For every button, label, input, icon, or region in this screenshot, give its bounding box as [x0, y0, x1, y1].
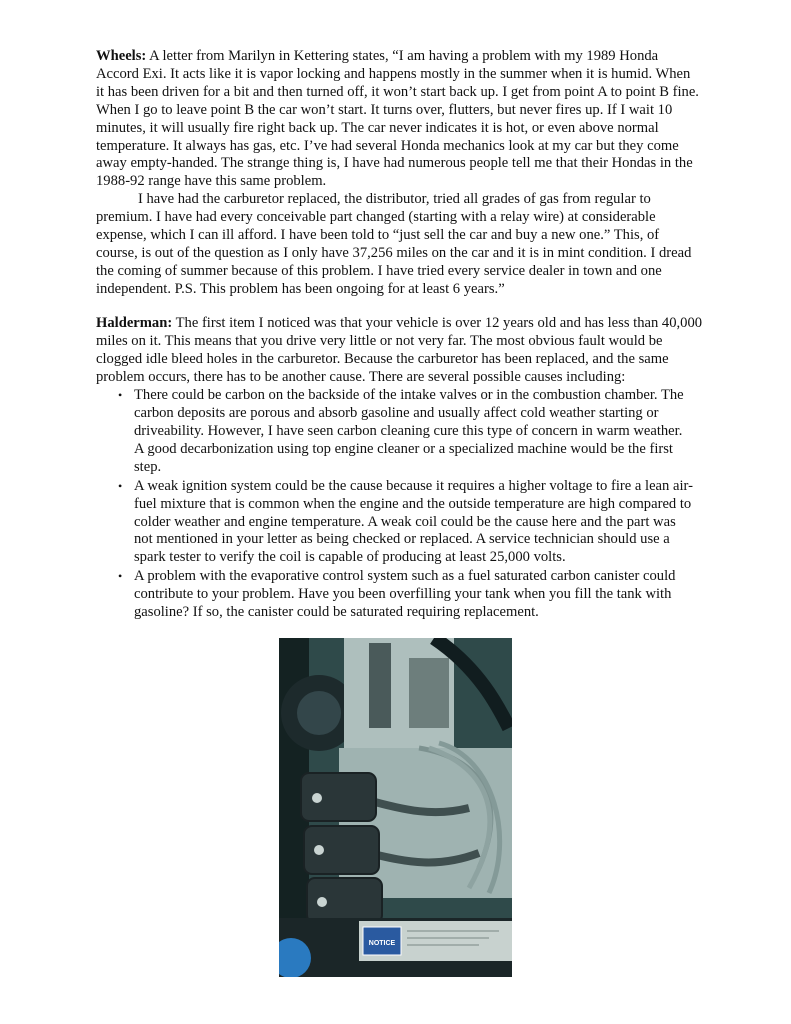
text-line: it has been driven for a bit and then turned off, it won’t start back up. I get from point A to point B fine. — [96, 83, 699, 100]
letter-line — [96, 280, 505, 298]
bullet-line — [134, 530, 670, 548]
speaker-label: Wheels: — [96, 48, 147, 64]
text-line: premium. I have had every conceivable part changed (starting with a relay wire) at considerable — [96, 209, 656, 226]
text-line: course, is out of the question as I only have 37,256 miles on the car and it is in mint condition. I dread — [96, 244, 692, 261]
answer-line — [96, 350, 669, 368]
bullet-line — [134, 440, 673, 458]
text-line: independent. P.S. This problem has been ongoing for at least 6 years.” — [96, 280, 505, 297]
speaker-label: Halderman: — [96, 315, 173, 331]
letter-line — [96, 119, 659, 137]
text-line: clogged idle bleed holes in the carburetor. Because the carburetor has been replaced, and the same — [96, 350, 669, 367]
letter-line — [96, 65, 690, 83]
text-line: There could be carbon on the backside of the intake valves or in the combustion chamber. The — [134, 387, 684, 404]
text-line: contribute to your problem. Have you been overfilling your tank when you fill the tank with — [134, 586, 672, 603]
notice-label: NOTICE — [368, 940, 396, 947]
text-line: minutes, it will usually fire right back up. The car never indicates it is hot, or even above normal — [96, 119, 659, 136]
bullet-line — [134, 422, 682, 440]
bullet-icon: • — [118, 569, 123, 584]
text-line: The first item I noticed was that your vehicle is over 12 years old and has less than 40,000 — [172, 315, 703, 331]
letter-line — [96, 154, 693, 172]
text-line: Accord Exi. It acts like it is vapor locking and happens mostly in the summer when it is humid. When — [96, 65, 691, 82]
text-line: colder weather and engine temperature. A weak coil could be the cause here and the part was — [134, 513, 676, 530]
letter-line — [96, 101, 672, 119]
letter-line — [96, 226, 659, 244]
text-line: temperature. It always has gas, etc. I’ve had several Honda mechanics look at my car but they come — [96, 137, 679, 154]
text-line: the coming of summer because of this problem. I have tried every service dealer in town and one — [96, 262, 662, 279]
letter-line — [138, 190, 651, 208]
answer-line — [96, 368, 625, 386]
bullet-line — [134, 386, 684, 404]
text-line: gasoline? If so, the canister could be saturated requiring replacement. — [134, 604, 539, 620]
bullet-line — [134, 567, 675, 585]
bullet-line — [134, 548, 566, 566]
letter-line — [96, 244, 691, 262]
bullet-line — [134, 513, 676, 531]
text-line: expense, which I can ill afford. I have been told to “just sell the car and buy a new one.” This, of — [96, 227, 660, 243]
text-line: carbon deposits are porous and absorb gasoline and usually affect cold weather starting or — [134, 405, 659, 422]
text-line: not mentioned in your letter as being checked or replaced. A service technician should use a — [134, 531, 670, 548]
text-line: away empty-handed. The strange thing is, I have had numerous people tell me that their Hondas in the — [96, 155, 693, 172]
letter-line — [96, 262, 662, 280]
text-line: step. — [134, 458, 162, 475]
letter-line — [96, 172, 326, 190]
text-line: A letter from Marilyn in Kettering states, “I am having a problem with my 1989 Honda — [146, 48, 659, 64]
text-line: A problem with the evaporative control system such as a fuel saturated carbon canister could — [134, 568, 676, 585]
bullet-line — [134, 404, 659, 422]
text-line: driveability. However, I have seen carbon cleaning cure this type of concern in warm weather. — [134, 423, 683, 439]
text-line: When I go to leave point B the car won’t start. It turns over, flutters, but never fires up. If I wait 10 — [96, 101, 673, 118]
bullet-line — [134, 495, 691, 513]
engine-photo — [279, 638, 512, 977]
text-line: miles on it. This means that you drive very little or not very far. The most obvious fault would be — [96, 332, 663, 349]
text-line: A weak ignition system could be the cause because it requires a higher voltage to fire a lean air- — [134, 477, 693, 494]
text-line: I have had the carburetor replaced, the distributor, tried all grades of gas from regular to — [138, 191, 651, 208]
bullet-icon: • — [118, 478, 123, 493]
bullet-line — [134, 477, 693, 495]
bullet-line — [134, 458, 161, 476]
answer-line — [96, 332, 663, 350]
bullet-line — [134, 585, 671, 603]
letter-line — [96, 47, 658, 65]
answer-line — [96, 314, 702, 332]
text-line: 1988-92 range have this same problem. — [96, 173, 327, 190]
bullet-icon: • — [118, 388, 123, 403]
letter-line — [96, 137, 679, 155]
text-line: A good decarbonization using top engine cleaner or a specialized machine would be the first — [134, 440, 673, 457]
text-line: spark tester to verify the coil is capable of producing at least 25,000 volts. — [134, 549, 566, 566]
bullet-line — [134, 603, 539, 621]
text-line: fuel mixture that is common when the engine and the outside temperature are high compared to — [134, 495, 692, 512]
letter-line — [96, 83, 699, 101]
letter-line — [96, 208, 656, 226]
text-line: problem occurs, there has to be another cause. There are several possible causes including: — [96, 368, 626, 385]
